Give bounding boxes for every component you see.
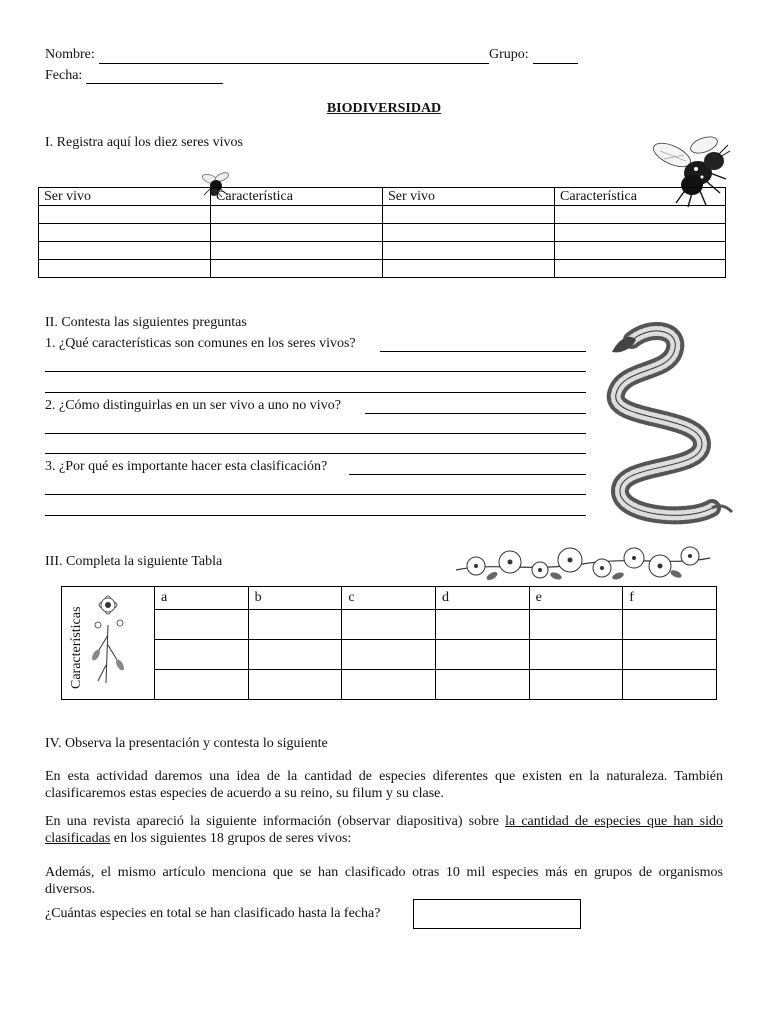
table-cell[interactable] — [39, 260, 211, 278]
table-header-cell: Ser vivo — [39, 188, 211, 206]
answer-line-2b[interactable] — [45, 433, 586, 434]
table-cell[interactable] — [342, 670, 436, 700]
table-cell[interactable] — [555, 206, 726, 224]
snake-icon — [592, 322, 738, 528]
paragraph-2-end: en los siguientes 18 grupos de seres vivos: — [110, 831, 352, 846]
characteristics-label-cell — [62, 587, 155, 700]
table-cell[interactable] — [529, 610, 623, 640]
table-cell[interactable] — [248, 640, 342, 670]
paragraph-2-start: En una revista apareció la siguiente información (observar diapositiva) sobre — [45, 814, 506, 829]
flower-garland-icon — [452, 540, 714, 586]
answer-line-2c[interactable] — [45, 453, 586, 454]
table-cell[interactable] — [155, 640, 249, 670]
table-cell[interactable] — [211, 206, 383, 224]
answer-box[interactable] — [413, 899, 581, 929]
table-header-cell: f — [623, 587, 717, 610]
question-2: 2. ¿Cómo distinguirlas en un ser vivo a uno no vivo? — [45, 398, 341, 413]
paragraph-3: Además, el mismo artículo menciona que se han clasificado otras 10 mil especies más en grupos de organismos diversos. — [45, 865, 723, 897]
section3-heading: III. Completa la siguiente Tabla — [45, 554, 223, 569]
table-cell[interactable] — [529, 640, 623, 670]
table-header-cell: d — [435, 587, 529, 610]
table-cell[interactable] — [555, 242, 726, 260]
table-row — [39, 206, 726, 224]
table-cell[interactable] — [623, 670, 717, 700]
table-header-row — [62, 587, 717, 610]
table-cell[interactable] — [435, 670, 529, 700]
paragraph-2-underlined: la cantidad de especies que han sido clasificadas — [45, 814, 723, 846]
table-row — [39, 224, 726, 242]
table-row — [62, 610, 717, 640]
nombre-field[interactable] — [99, 63, 489, 64]
table-cell[interactable] — [383, 206, 555, 224]
table-cell[interactable] — [435, 610, 529, 640]
table-cell[interactable] — [623, 640, 717, 670]
section1-heading: I. Registra aquí los diez seres vivos — [45, 135, 243, 150]
table-cell[interactable] — [211, 224, 383, 242]
section4-heading: IV. Observa la presentación y contesta lo siguiente — [45, 736, 328, 751]
answer-line-3b[interactable] — [45, 494, 586, 495]
table-cell[interactable] — [211, 242, 383, 260]
table-cell[interactable] — [155, 610, 249, 640]
final-question: ¿Cuántas especies en total se han clasificado hasta la fecha? — [45, 906, 381, 921]
section2-heading: II. Contesta las siguientes preguntas — [45, 315, 247, 330]
table-header-cell: e — [529, 587, 623, 610]
table-header-cell: Ser vivo — [383, 188, 555, 206]
answer-line-1c[interactable] — [45, 392, 586, 393]
paragraph-1: En esta actividad daremos una idea de la cantidad de especies diferentes que existen en la naturaleza. También clasificaremos estas especies de acuerdo a su reino, su filum y su clase. — [45, 769, 723, 801]
table-header-cell: c — [342, 587, 436, 610]
answer-line-3c[interactable] — [45, 515, 586, 516]
characteristics-label: Características — [69, 606, 84, 689]
table-cell[interactable] — [248, 670, 342, 700]
flower-icon — [86, 595, 136, 685]
registry-table — [38, 187, 726, 278]
table-cell[interactable] — [342, 640, 436, 670]
table-row — [39, 260, 726, 278]
table-cell[interactable] — [383, 242, 555, 260]
table-cell[interactable] — [39, 242, 211, 260]
answer-line-3[interactable] — [349, 474, 586, 475]
nombre-label: Nombre: — [45, 47, 95, 62]
fecha-field[interactable] — [86, 83, 223, 84]
table-cell[interactable] — [529, 670, 623, 700]
table-row — [62, 670, 717, 700]
page-title: BIODIVERSIDAD — [326, 101, 442, 116]
table-cell[interactable] — [39, 206, 211, 224]
table-header-cell: a — [155, 587, 249, 610]
question-1: 1. ¿Qué características son comunes en los seres vivos? — [45, 336, 356, 351]
table-header-cell: Característica — [555, 188, 726, 206]
table-cell[interactable] — [211, 260, 383, 278]
table-cell[interactable] — [555, 224, 726, 242]
fecha-label: Fecha: — [45, 68, 83, 83]
table-cell[interactable] — [342, 610, 436, 640]
answer-line-1b[interactable] — [45, 371, 586, 372]
table-header-row — [39, 188, 726, 206]
table-row — [39, 242, 726, 260]
table-row — [62, 640, 717, 670]
table-cell[interactable] — [383, 224, 555, 242]
paragraph-2 — [45, 813, 723, 847]
table-cell[interactable] — [435, 640, 529, 670]
table-header-cell: b — [248, 587, 342, 610]
question-3: 3. ¿Por qué es importante hacer esta clasificación? — [45, 459, 328, 474]
answer-line-1[interactable] — [380, 351, 586, 352]
table-cell[interactable] — [248, 610, 342, 640]
grupo-field[interactable] — [533, 63, 578, 64]
table-cell[interactable] — [555, 260, 726, 278]
grupo-label: Grupo: — [489, 47, 529, 62]
table-header-cell: Característica — [211, 188, 383, 206]
table-cell[interactable] — [39, 224, 211, 242]
table-cell[interactable] — [623, 610, 717, 640]
table-cell[interactable] — [383, 260, 555, 278]
characteristics-table — [61, 586, 717, 700]
answer-line-2[interactable] — [365, 413, 586, 414]
table-cell[interactable] — [155, 670, 249, 700]
